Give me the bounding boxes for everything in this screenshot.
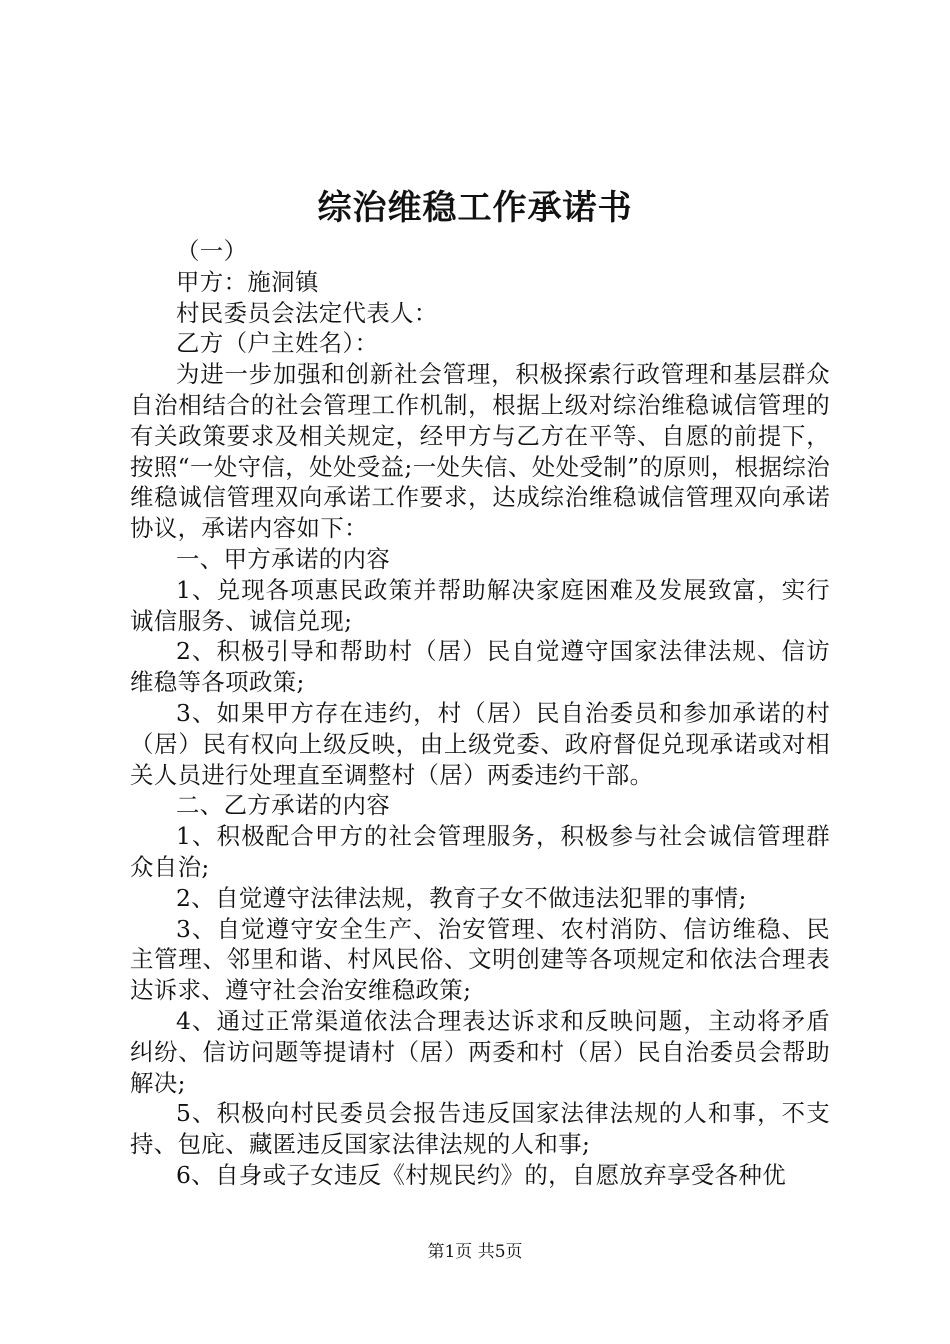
paragraph-a-item-3: 3、如果甲方存在违约，村（居）民自治委员和参加承诺的村（居）民有权向上级反映，由上级党委、政府督促兑现承诺或对相关人员进行处理直至调整村（居）两委违约干部。 bbox=[130, 698, 830, 789]
paragraph-section-marker: （一） bbox=[176, 237, 248, 265]
paragraph-party-b: 乙方（户主姓名）： bbox=[176, 329, 379, 358]
document-title: 综治维稳工作承诺书 bbox=[317, 188, 633, 228]
paragraph-b-item-6: 6、自身或子女违反《村规民约》的，自愿放弃享受各种优 bbox=[176, 1160, 787, 1189]
paragraph-b-item-4: 4、通过正常渠道依法合理表达诉求和反映问题，主动将矛盾纠纷、信访问题等提请村（居）两委和村（居）民自治委员会帮助解决; bbox=[130, 1006, 830, 1097]
paragraph-b-item-3: 3、自觉遵守安全生产、治安管理、农村消防、信访维稳、民主管理、邻里和谐、村风民俗、文明创建等各项规定和依法合理表达诉求、遵守社会治安维稳政策; bbox=[130, 914, 830, 1005]
paragraph-party-a: 甲方：施洞镇 bbox=[176, 267, 319, 296]
paragraph-b-item-5: 5、积极向村民委员会报告违反国家法律法规的人和事，不支持、包庇、藏匿违反国家法律法规的人和事; bbox=[130, 1099, 830, 1159]
paragraph-b-item-2: 2、自觉遵守法律法规，教育子女不做违法犯罪的事情; bbox=[176, 883, 747, 912]
document-body bbox=[130, 236, 830, 1191]
heading-party-a-commitments: 一、甲方承诺的内容 bbox=[176, 544, 391, 573]
paragraph-b-item-1: 1、积极配合甲方的社会管理服务，积极参与社会诚信管理群众自治; bbox=[130, 822, 830, 881]
heading-party-b-commitments: 二、乙方承诺的内容 bbox=[176, 791, 391, 820]
page-footer bbox=[0, 1240, 950, 1264]
page-number: 第1页 共5页 bbox=[427, 1242, 523, 1262]
paragraph-a-item-2: 2、积极引导和帮助村（居）民自觉遵守国家法律法规、信访维稳等各项政策; bbox=[130, 637, 830, 697]
paragraph-preamble: 为进一步加强和创新社会管理，积极探索行政管理和基层群众自治相结合的社会管理工作机制，根据上级对综治维稳诚信管理的有关政策要求及相关规定，经甲方与乙方在平等、自愿的前提下，按照“一处守信，处处受益;一处失信、处处受制”的原则，根据综治维稳诚信管理双向承诺工作要求，达成综治维稳诚信管理双向承诺协议，承诺内容如下： bbox=[130, 360, 830, 543]
paragraph-a-item-1: 1、兑现各项惠民政策并帮助解决家庭困难及发展致富，实行诚信服务、诚信兑现; bbox=[130, 575, 830, 635]
paragraph-legal-representative: 村民委员会法定代表人： bbox=[176, 298, 438, 327]
